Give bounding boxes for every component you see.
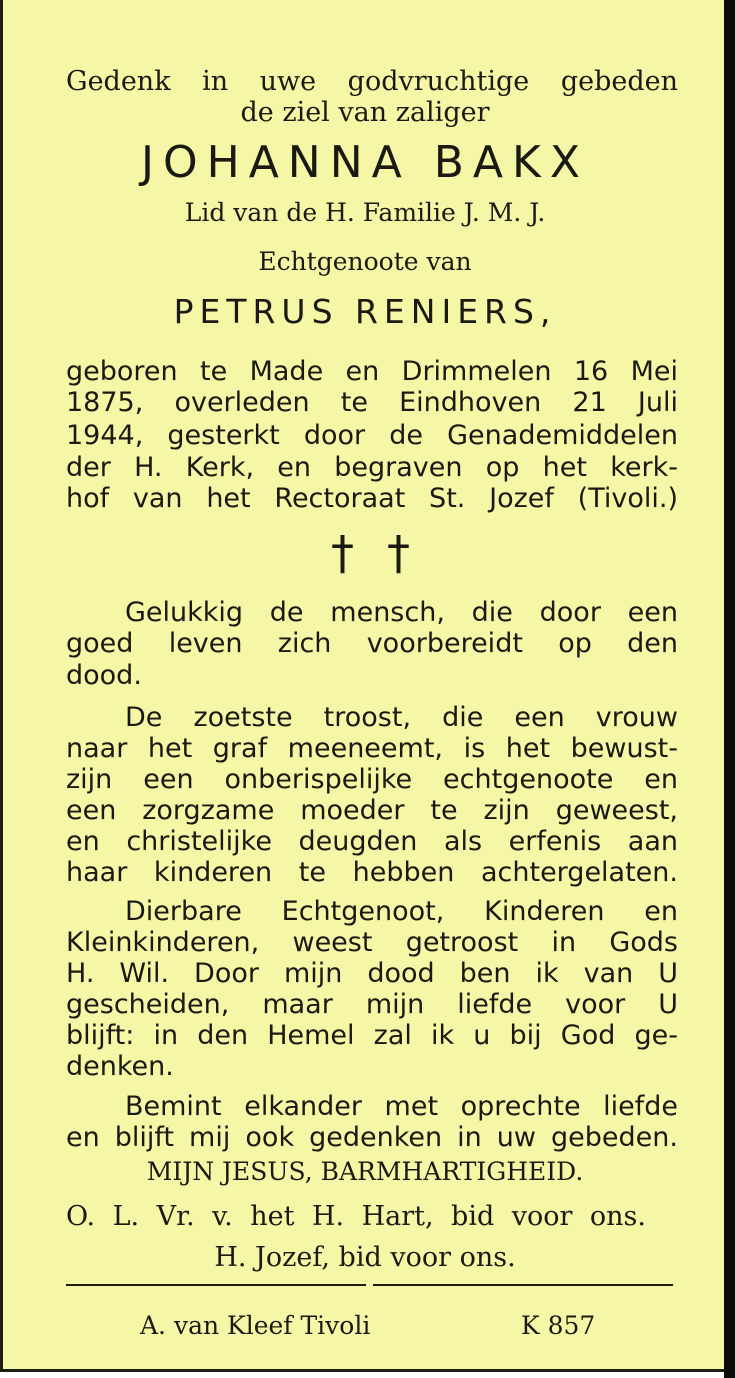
bio-line: der H. Kerk, en begraven op het kerk- bbox=[66, 452, 678, 483]
paragraph-2-line: en christelijke deugden als erfenis aan bbox=[66, 826, 678, 857]
spouse-intro: Echtgenoote van bbox=[258, 247, 472, 276]
paragraph-2-line: De zoetste troost, die een vrouw bbox=[125, 702, 678, 733]
paragraph-2-line: haar kinderen te hebben achtergelaten. bbox=[66, 857, 678, 888]
paragraph-4-line: en blijft mij ook gedenken in uw gebeden. bbox=[66, 1122, 678, 1153]
bio-line: geboren te Made en Drimmelen 16 Mei bbox=[66, 356, 678, 387]
paragraph-3-line: gescheiden, maar mijn liefde voor U bbox=[66, 989, 678, 1020]
paragraph-4-line: Bemint elkander met oprechte liefde bbox=[125, 1091, 678, 1122]
bio-line: hof van het Rectoraat St. Jozef (Tivoli.) bbox=[66, 483, 678, 514]
membership-line: Lid van de H. Familie J. M. J. bbox=[184, 198, 546, 227]
scan-edge bbox=[724, 0, 735, 1378]
paragraph-3-line: blijft: in den Hemel zal ik u bij God ge- bbox=[66, 1020, 678, 1051]
prayer-joseph: H. Jozef, bid voor ons. bbox=[214, 1242, 516, 1273]
cross-icon: † bbox=[331, 526, 354, 580]
bio-line: 1944, gesterkt door de Genademiddelen bbox=[66, 420, 678, 451]
paragraph-2-line: zijn een onberispelijke echtgenoote en bbox=[66, 764, 678, 795]
paragraph-3-line: H. Wil. Door mijn dood ben ik van U bbox=[66, 958, 678, 989]
card-code: K 857 bbox=[521, 1311, 596, 1340]
intro-line-1: Gedenk in uwe godvruchtige gebeden bbox=[66, 66, 678, 97]
paragraph-1-line: dood. bbox=[66, 660, 142, 691]
prayer-jesus: MIJN JESUS, BARMHARTIGHEID. bbox=[146, 1157, 584, 1186]
deceased-name: JOHANNA BAKX bbox=[141, 137, 589, 188]
paragraph-1-line: Gelukkig de mensch, die door een bbox=[125, 597, 678, 628]
divider bbox=[66, 1284, 366, 1286]
paragraph-3-line: denken. bbox=[66, 1051, 174, 1082]
printer-imprint: A. van Kleef Tivoli bbox=[140, 1311, 371, 1340]
divider bbox=[373, 1284, 673, 1286]
paragraph-3-line: Dierbare Echtgenoot, Kinderen en bbox=[125, 896, 678, 927]
paragraph-2-line: een zorgzame moeder te zijn geweest, bbox=[66, 795, 678, 826]
cross-icon: † bbox=[387, 526, 410, 580]
paragraph-2-line: naar het graf meeneemt, is het bewust- bbox=[66, 733, 678, 764]
prayer-mary: O. L. Vr. v. het H. Hart, bid voor ons. bbox=[66, 1201, 646, 1232]
paragraph-1-line: goed leven zich voorbereidt op den bbox=[66, 628, 678, 659]
intro-line-2: de ziel van zaliger bbox=[240, 97, 490, 128]
bio-line: 1875, overleden te Eindhoven 21 Juli bbox=[66, 387, 678, 418]
spouse-name: PETRUS RENIERS, bbox=[173, 292, 557, 331]
paragraph-3-line: Kleinkinderen, weest getroost in Gods bbox=[66, 927, 678, 958]
